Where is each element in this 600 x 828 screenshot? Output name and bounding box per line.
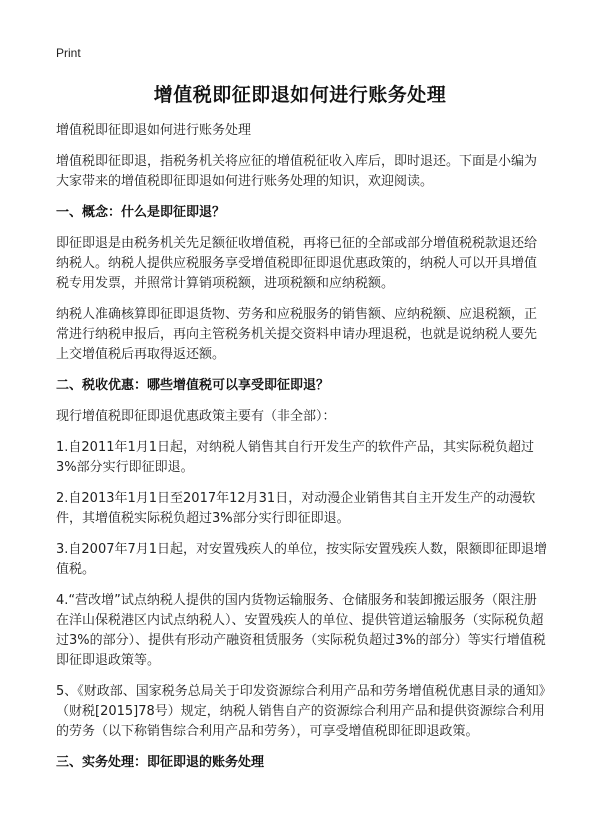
list-item-3: 3.自2007年7月1日起，对安置残疾人的单位，按实际安置残疾人数，限额即征即退增值税。 — [56, 542, 548, 577]
list-item-1: 1.自2011年1月1日起，对纳税人销售其自行开发生产的软件产品，其实际税负超过3%部分实行即征即退。 — [56, 440, 535, 475]
list-item-4: 4.“营改增”试点纳税人提供的国内货物运输服务、仓储服务和装卸搬运服务（限注册在洋山保税港区内试点纳税人）、安置残疾人的单位、提供管道运输服务（实际税负超过3%的部分）、提供有形动产融资租赁服务（实际税负超过3%的部分）等实行增值税即征即退政策等。 — [56, 593, 546, 668]
page-title: 增值税即征即退如何进行账务处理 — [153, 84, 447, 106]
section-1-paragraph-2: 纳税人准确核算即征即退货物、劳务和应税服务的销售额、应纳税额、应退税额，正常进行纳税申报后，再向主管税务机关提交资料申请办理退税，也就是说纳税人要先上交增值税后再取得返还额。 — [56, 307, 538, 362]
list-item-5: 5、《财政部、国家税务总局关于印发资源综合利用产品和劳务增值税优惠目录的通知》（财税[2015]78号）规定，纳税人销售自产的资源综合利用产品和提供资源综合利用的劳务（以下称销售综合利用产品和劳务），可享受增值税即征即退政策。 — [56, 684, 546, 739]
section-2-intro: 现行增值税即征即退优惠政策主要有（非全部）： — [56, 409, 336, 424]
intro-paragraph: 增值税即征即退，指税务机关将应征的增值税征收入库后，即时退还。下面是小编为大家带来的增值税即征即退如何进行账务处理的知识，欢迎阅读。 — [56, 154, 538, 189]
list-item-2: 2.自2013年1月1日至2017年12月31日，对动漫企业销售其自主开发生产的动漫软件，其增值税实际税负超过3%部分实行即征即退。 — [56, 491, 536, 526]
section-1-paragraph-1: 即征即退是由税务机关先足额征收增值税，再将已征的全部或部分增值税税款退还给纳税人。纳税人提供应税服务享受增值税即征即退优惠政策的，纳税人可以开具增值税专用发票，并照常计算销项税额，进项税额和应纳税额。 — [56, 236, 538, 291]
article-subtitle: 增值税即征即退如何进行账务处理 — [56, 123, 252, 138]
section-3-heading: 三、实务处理：即征即退的账务处理 — [56, 755, 265, 770]
section-2-heading: 二、税收优惠：哪些增值税可以享受即征即退？ — [56, 378, 330, 393]
section-1-heading: 一、概念：什么是即征即退？ — [56, 205, 226, 220]
print-link[interactable]: Print — [56, 46, 81, 60]
article-body — [56, 121, 548, 773]
